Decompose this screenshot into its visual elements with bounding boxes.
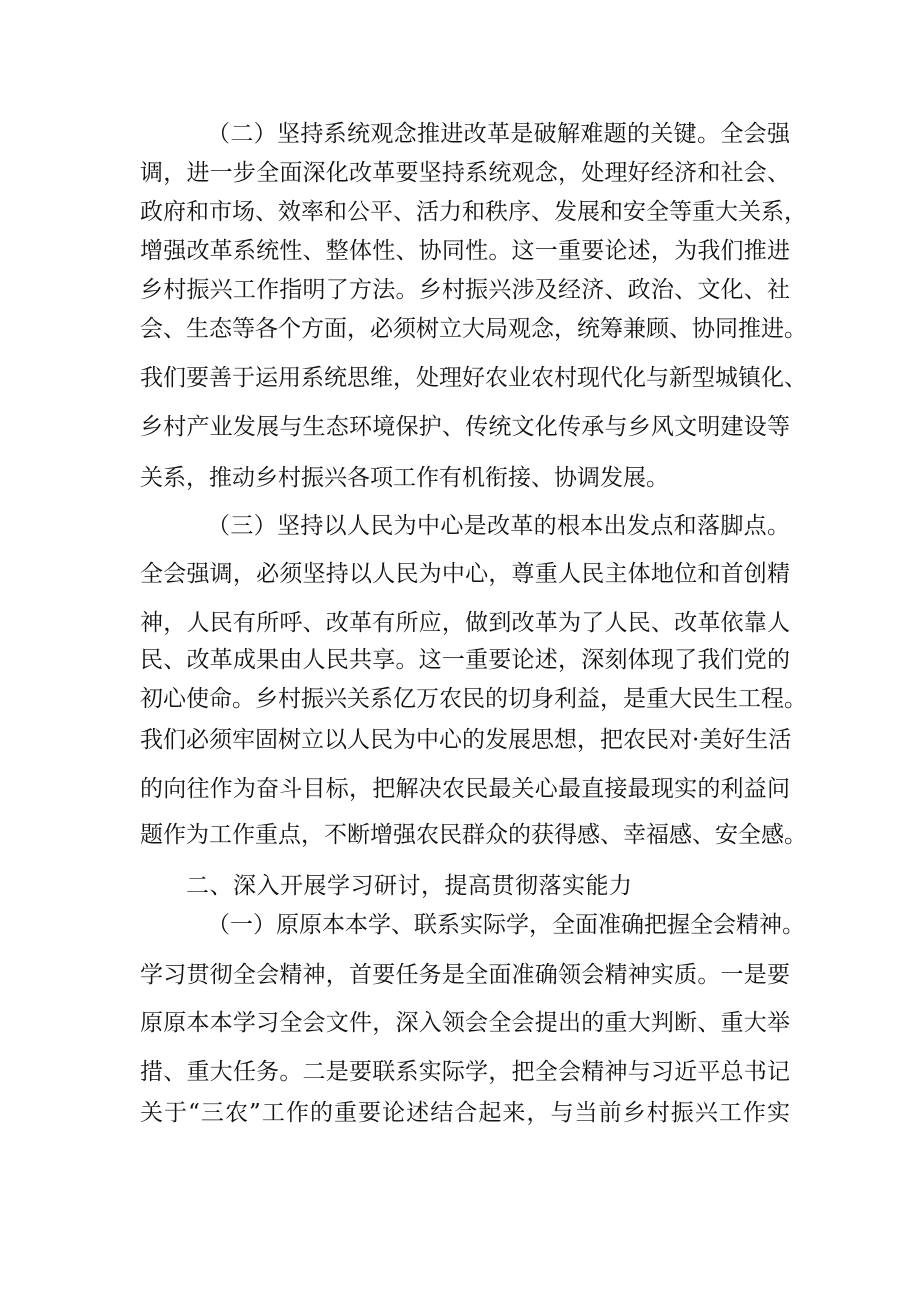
text-line: 关系，推动乡村振兴各项工作有机衔接、协调发展。 [140,465,669,491]
text-line: 民、改革成果由人民共享。这一重要论述，深刻体现了我们党的 [140,647,790,673]
text-line: 乡村振兴工作指明了方法。乡村振兴涉及经济、政治、文化、社 [140,277,790,303]
section-heading: 二、深入开展学习研讨，提高贯彻落实能力 [186,873,633,899]
text-line: （二）坚持系统观念推进改革是破解难题的关键。全会强 [207,121,790,147]
text-line: 原原本本学习全会文件，深入领会全会提出的重大判断、重大举 [140,1010,790,1036]
text-line: 调，进一步全面深化改革要坚持系统观念，处理好经济和社会、 [140,160,790,186]
text-line: 政府和市场、效率和公平、活力和秩序、发展和安全等重大关系， [140,199,807,225]
text-line: 的向往作为奋斗目标，把解决农民最关心最直接最现实的利益问 [140,776,790,802]
text-line: （三）坚持以人民为中心是改革的根本出发点和落脚点。 [207,513,790,539]
text-line: 我们要善于运用系统思维，处理好农业农村现代化与新型城镇化、 [140,365,807,391]
text-line: 学习贯彻全会精神，首要任务是全面准确领会精神实质。一是要 [140,962,790,988]
text-line: 措、重大任务。二是要联系实际学，把全会精神与习近平总书记 [140,1059,790,1085]
text-line: （一）原原本本学、联系实际学，全面准确把握全会精神。 [207,912,805,938]
text-line: 会、生态等各个方面，必须树立大局观念，统筹兼顾、协同推进。 [140,316,807,342]
text-line: 初心使命。乡村振兴关系亿万农民的切身利益，是重大民生工程。 [140,686,807,712]
text-line: 全会强调，必须坚持以人民为中心，尊重人民主体地位和首创精 [140,561,790,587]
text-line: 关于“三农”工作的重要论述结合起来，与当前乡村振兴工作实 [140,1100,790,1126]
text-line: 神，人民有所呼、改革有所应，做到改革为了人民、改革依靠人 [140,610,790,636]
text-line: 题作为工作重点，不断增强农民群众的获得感、幸福感、安全感。 [140,822,807,848]
text-line: 增强改革系统性、整体性、协同性。这一重要论述，为我们推进 [140,238,790,264]
text-line: 我们必须牢固树立以人民为中心的发展思想，把农民对·美好生活 [140,727,792,753]
text-line: 乡村产业发展与生态环境保护、传统文化传承与乡风文明建设等 [140,414,790,440]
